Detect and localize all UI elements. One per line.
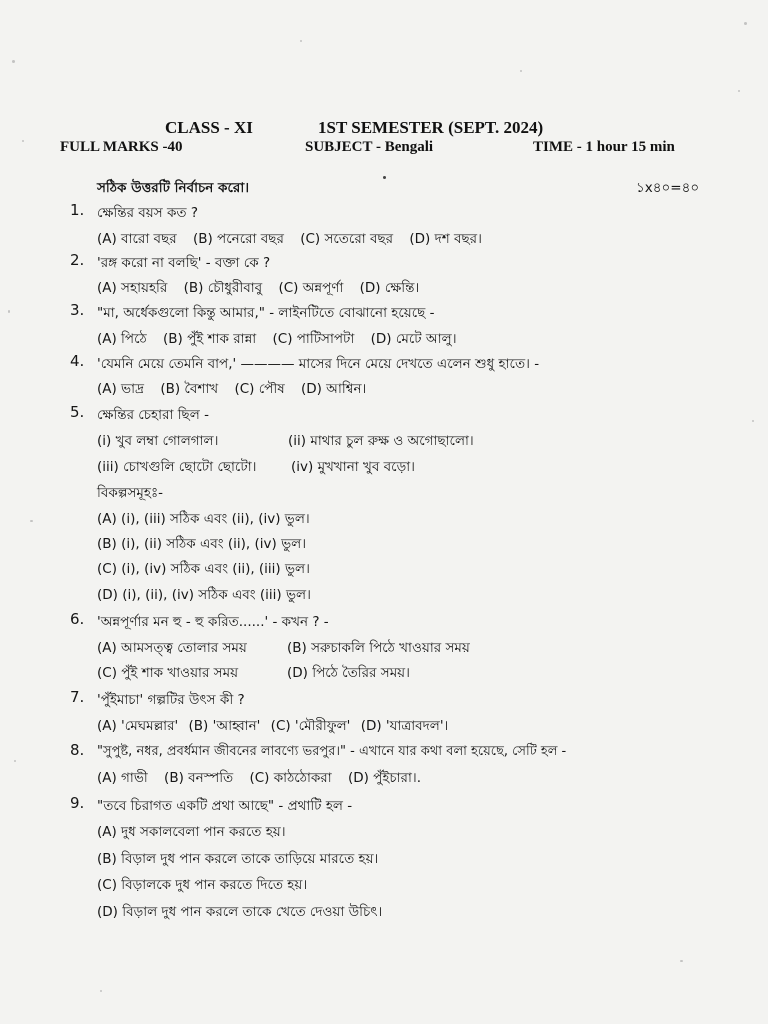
scan-speck	[738, 90, 740, 92]
option-b: (B) সরুচাকলি পিঠে খাওয়ার সময়	[287, 640, 470, 656]
option-d: (D) পুঁইচারা।.	[347, 770, 422, 786]
question-number: 2.	[70, 251, 85, 269]
option-d: (D) 'যাত্রাবদল'।	[360, 718, 449, 734]
time-label: TIME - 1 hour 15 min	[533, 139, 675, 155]
scan-speck	[30, 520, 33, 522]
statement-ii: (ii) মাথার চুল রুক্ষ ও অগোছালো।	[288, 433, 474, 449]
option-c: (C) 'মৌরীফুল'	[270, 718, 351, 734]
statement-i: (i) খুব লম্বা গোলগাল।	[97, 433, 219, 449]
question-text: "মা, অর্ধেকগুলো কিন্তু আমার," - লাইনটিতে বোঝানো হয়েছে -	[97, 305, 435, 321]
option-a: (A) বারো বছর	[97, 231, 177, 247]
question-text: 'পুঁইমাচা' গল্পটির উৎস কী ?	[97, 692, 245, 708]
choices-label: বিকল্পসমূহঃ-	[97, 485, 164, 501]
stray-dot	[383, 176, 386, 179]
option-b: (B) পুঁই শাক রান্না	[163, 331, 257, 347]
option-a: (A) 'মেঘমল্লার'	[97, 718, 179, 734]
option-d: (D) পিঠে তৈরির সময়।	[287, 665, 410, 681]
option-a: (A) পিঠে	[97, 331, 147, 347]
scan-speck	[520, 70, 522, 72]
question-number: 1.	[70, 201, 85, 219]
option-d: (D) মেটে আলু।	[370, 331, 457, 347]
options-row	[97, 228, 494, 251]
option-d: (D) দশ বছর।	[409, 231, 482, 247]
scan-speck	[22, 140, 24, 142]
option-a: (A) ভাদ্র	[97, 381, 145, 397]
question-number: 9.	[70, 794, 85, 812]
question-text: ক্ষেন্তির চেহারা ছিল -	[97, 407, 209, 423]
option-b: (B) বিড়াল দুধ পান করলে তাকে তাড়িয়ে মারতে হয়।	[97, 851, 379, 867]
option-c: (C) অন্নপূর্ণা	[278, 280, 344, 296]
question-text: "তবে চিরাগত একটি প্রথা আছে" - প্রথাটি হল -	[97, 798, 353, 814]
question-text: ক্ষেন্তির বয়স কত ?	[97, 205, 199, 221]
scan-speck	[100, 990, 102, 992]
subject-label: SUBJECT - Bengali	[305, 139, 434, 155]
options-row	[97, 767, 433, 790]
option-c: (C) পুঁই শাক খাওয়ার সময়	[97, 665, 239, 681]
option-b: (B) চৌধুরীবাবু	[183, 280, 263, 296]
options-row	[97, 378, 378, 401]
class-label: CLASS - XI	[165, 118, 253, 137]
option-a: (A) দুধ সকালবেলা পান করতে হয়।	[97, 824, 286, 840]
option-c: (C) পাটিসাপটা	[272, 331, 355, 347]
instruction-text: সঠিক উত্তরটি নির্বাচন করো।	[97, 180, 250, 196]
options-row	[97, 715, 460, 738]
choice-c: (C) (i), (iv) সঠিক এবং (ii), (iii) ভুল।	[97, 561, 310, 577]
scan-speck	[8, 310, 10, 313]
marks-formula: ১x৪০=৪০	[636, 180, 700, 196]
question-text: 'রঙ্গ করো না বলছি' - বক্তা কে ?	[97, 255, 271, 271]
option-d: (D) ক্ষেন্তি।	[359, 280, 420, 296]
option-c: (C) পৌষ	[234, 381, 285, 397]
full-marks-label: FULL MARKS -40	[60, 139, 183, 155]
scan-speck	[680, 960, 683, 962]
question-text: 'যেমনি মেয়ে তেমনি বাপ,' ———— মাসের দিনে মেয়ে দেখতে এলেন শুধু হাতে। -	[97, 356, 540, 372]
option-b: (B) বনস্পতি	[164, 770, 234, 786]
scan-speck	[744, 22, 747, 25]
option-c: (C) বিড়ালকে দুধ পান করতে দিতে হয়।	[97, 877, 308, 893]
scan-speck	[752, 420, 754, 422]
question-number: 5.	[70, 403, 85, 421]
question-number: 8.	[70, 741, 85, 759]
option-b: (B) বৈশাখ	[160, 381, 219, 397]
scan-speck	[300, 40, 302, 42]
choice-d: (D) (i), (ii), (iv) সঠিক এবং (iii) ভুল।	[97, 587, 311, 603]
statement-iv: (iv) মুখখানা খুব বড়ো।	[291, 459, 415, 475]
option-b: (B) পনেরো বছর	[192, 231, 284, 247]
scan-speck	[14, 760, 16, 762]
option-d: (D) আশ্বিন।	[300, 381, 367, 397]
choice-b: (B) (i), (ii) সঠিক এবং (ii), (iv) ভুল।	[97, 536, 307, 552]
question-number: 3.	[70, 301, 85, 319]
question-text: 'অন্নপূর্ণার মন হু - হু করিত......' - কখন ? -	[97, 614, 329, 630]
statement-iii: (iii) চোখগুলি ছোটো ছোটো।	[97, 459, 257, 475]
option-c: (C) সতেরো বছর	[300, 231, 394, 247]
question-number: 6.	[70, 610, 85, 628]
question-number: 7.	[70, 688, 85, 706]
options-row	[97, 277, 431, 300]
question-number: 4.	[70, 352, 85, 370]
option-a: (A) গাভী	[97, 770, 148, 786]
scan-speck	[12, 60, 15, 63]
choice-a: (A) (i), (iii) সঠিক এবং (ii), (iv) ভুল।	[97, 511, 310, 527]
option-d: (D) বিড়াল দুধ পান করলে তাকে খেতে দেওয়া উচিৎ।	[97, 904, 383, 920]
option-a: (A) আমসত্ত্ব তোলার সময়	[97, 640, 247, 656]
semester-label: 1ST SEMESTER (SEPT. 2024)	[318, 118, 544, 137]
option-c: (C) কাঠঠোকরা	[249, 770, 332, 786]
options-row	[97, 328, 469, 351]
option-b: (B) 'আহ্বান'	[188, 718, 261, 734]
question-text: "সুপুষ্ট, নধর, প্রবর্ধমান জীবনের লাবণ্যে ভরপুর।" - এখানে যার কথা বলা হয়েছে, সেটি হল -	[97, 744, 567, 759]
option-a: (A) সহায়হরি	[97, 280, 168, 296]
